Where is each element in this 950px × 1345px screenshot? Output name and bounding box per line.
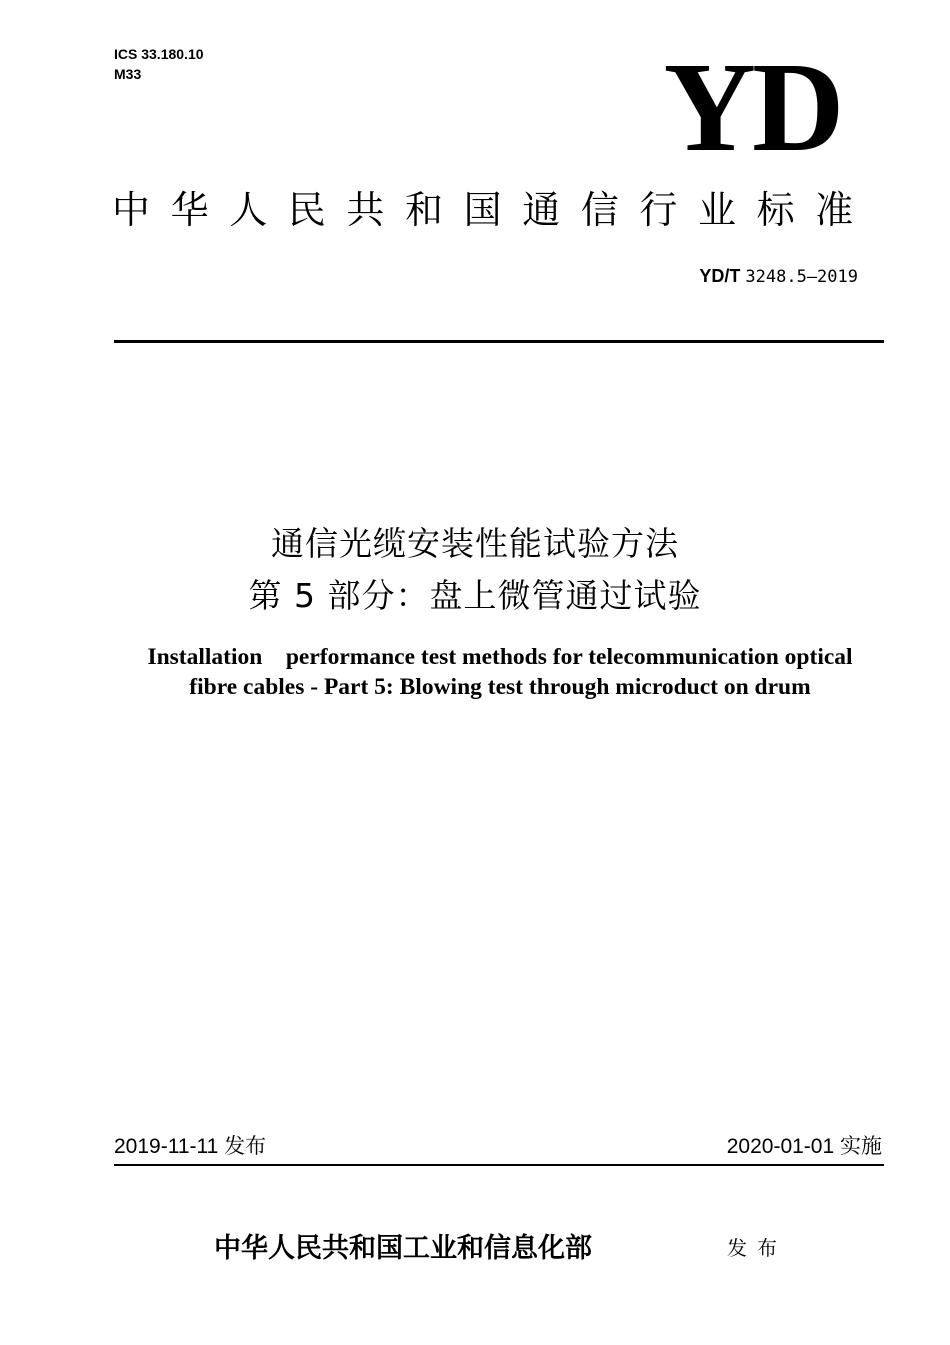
ics-code: ICS 33.180.10	[114, 46, 204, 62]
implementation-date: 2020-01-01 实施	[726, 1135, 882, 1158]
title-en-line1: Installation performance test methods for telecommunication optical	[147, 644, 853, 670]
ccs-code: M33	[114, 66, 142, 82]
industry-standard-heading: 中华人民共和国通信行业标准	[112, 188, 874, 232]
issuing-authority: 中华人民共和国工业和信息化部	[214, 1233, 592, 1264]
standard-number-value: 3248.5—2019	[745, 267, 858, 287]
title-zh-line1: 通信光缆安装性能试验方法	[271, 524, 679, 563]
standard-number	[699, 266, 858, 287]
bottom-divider	[114, 1164, 884, 1166]
standard-prefix: YD/T	[699, 266, 741, 286]
issue-date: 2019-11-11 发布	[114, 1135, 267, 1158]
title-en	[60, 642, 940, 702]
title-zh-line2: 第 5 部分：盘上微管通过试验	[248, 576, 702, 615]
issuer-suffix: 发布	[727, 1236, 787, 1260]
classification-codes	[114, 44, 204, 84]
top-divider	[114, 340, 884, 343]
yd-logo: YD	[663, 36, 841, 178]
title-en-line2: fibre cables - Part 5: Blowing test through microduct on drum	[189, 674, 811, 700]
